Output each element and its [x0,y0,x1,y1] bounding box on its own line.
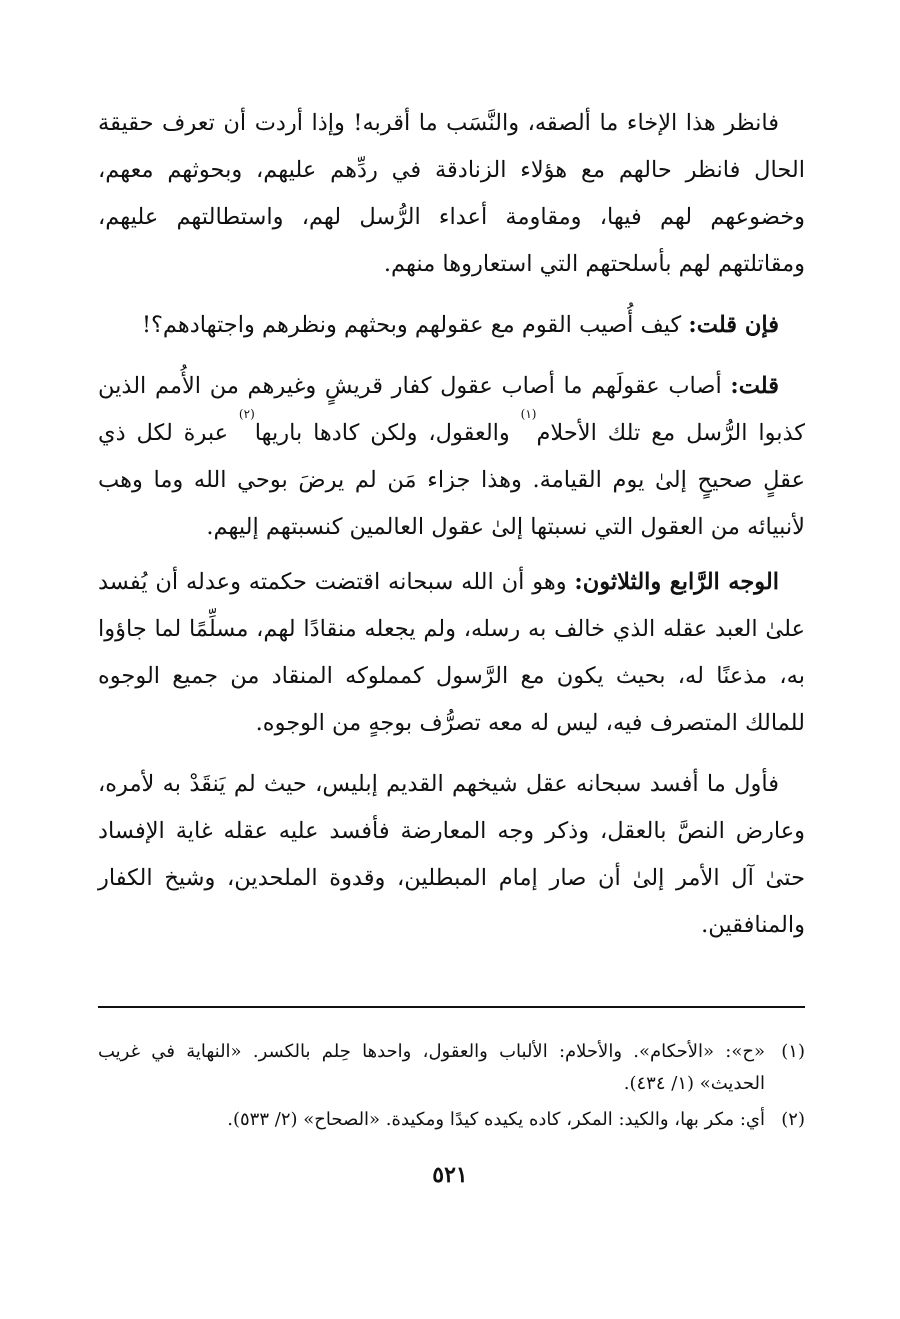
paragraph-1-text: فانظر هذا الإخاء ما ألصقه، والنَّسَب ما أقربه! وإذا أردت أن تعرف حقيقة الحال فانظر حالهم مع هؤلاء الزنادقة في ردِّهم عليهم، وبحوثهم معهم، وخضوعهم لهم فيها، ومقاومة أعداء الرُّسل لهم، واستطالتهم عليهم، ومقاتلتهم لهم بأسلحتهم التي استعاروها منهم. [98,110,805,277]
main-text [98,100,805,949]
footnote-1-number: (١) [781,1041,805,1062]
paragraph-3 [98,363,805,551]
footnote-1-text: «ح»: «الأحكام». والأحلام: الألباب والعقول، واحدها حِلم بالكسر. «النهاية في غريب الحديث» (١/ ٤٣٤). [98,1041,765,1094]
paragraph-3-text-a: أصاب عقولَهم ما أصاب عقول كفار قريشٍ وغيرهم من الأُمم الذين كذبوا الرُّسل مع تلك الأحلام [98,373,806,446]
page-number: ٥٢١ [432,1162,468,1188]
paragraph-4 [98,559,805,747]
footnotes [98,1036,805,1136]
paragraph-4-lead: الوجه الرَّابع والثلاثون: [574,569,780,595]
paragraph-2-text: كيف أُصيب القوم مع عقولهم وبحثهم ونظرهم واجتهادهم؟! [141,312,689,338]
paragraph-2 [98,302,805,349]
footnote-ref-1[interactable]: (١) [520,407,537,421]
paragraph-1 [98,100,805,288]
footnote-2 [98,1104,805,1136]
footnote-2-text: أي: مكر بها، والكيد: المكر، كاده يكيده كيدًا ومكيدة. «الصحاح» (٢/ ٥٣٣). [227,1109,765,1130]
footnote-divider [98,1006,805,1008]
footnote-ref-2[interactable]: (٢) [238,407,255,421]
paragraph-2-lead: فإن قلت: [688,312,779,338]
footnote-2-number: (٢) [781,1109,805,1130]
paragraph-3-text-c: عبرة لكل ذي عقلٍ صحيحٍ إلىٰ يوم القيامة. وهذا جزاء مَن لم يرضَ بوحي الله وما وهب لأنبيائه من العقول التي نسبتها إلىٰ عقول العالمين كنسبتهم إليهم. [98,420,805,540]
paragraph-5 [98,761,805,949]
footnote-1 [98,1036,805,1100]
paragraph-5-text: فأول ما أفسد سبحانه عقل شيخهم القديم إبليس، حيث لم يَنقَدْ به لأمره، وعارض النصَّ بالعقل، وذكر وجه المعارضة فأفسد عليه عقله غاية الإفساد حتىٰ آل الأمر إلىٰ أن صار إمام المبطلين، وقدوة الملحدين، وشيخ الكفار والمنافقين. [98,771,805,938]
paragraph-3-text-b: والعقول، ولكن كادها باريها [254,420,521,446]
paragraph-4-text: وهو أن الله سبحانه اقتضت حكمته وعدله أن يُفسد علىٰ العبد عقله الذي خالف به رسله، ولم يجعله منقادًا لهم، مسلِّمًا لما جاؤوا به، مذعنًا له، بحيث يكون مع الرَّسول كمملوكه المنقاد من جميع الوجوه للمالك المتصرف فيه، ليس له معه تصرُّف بوجهٍ من الوجوه. [98,569,805,736]
paragraph-3-lead: قلت: [730,373,779,399]
